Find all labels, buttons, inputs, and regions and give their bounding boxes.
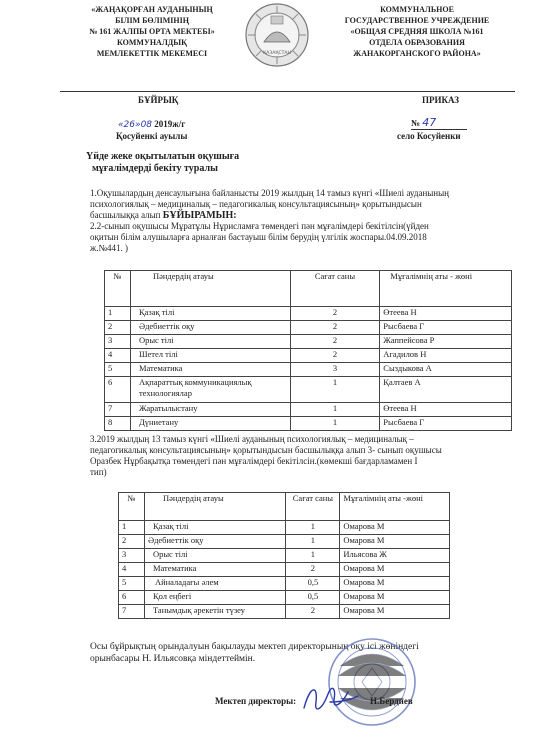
state-emblem-icon — [244, 2, 310, 68]
table-cell: 4 — [119, 563, 145, 577]
header-right-line: ОТДЕЛА ОБРАЗОВАНИЯ — [369, 38, 465, 47]
table-cell: 2 — [105, 321, 131, 335]
table-cell: Әдебиеттік оқу — [130, 321, 290, 335]
table-cell: 1 — [290, 403, 380, 417]
table-cell: Айналадағы әлем — [144, 577, 286, 591]
subject-line: мұғалімдерді бекіту туралы — [92, 163, 218, 174]
table-cell: 1 — [286, 535, 340, 549]
para2-line: 2.2-сынып оқушысы Мұратұлы Нұрисламға төмендегі пән мұғалімдері бекітілсін(үйден — [90, 221, 429, 231]
table-cell: 2 — [290, 307, 380, 321]
table-header-cell: Мұғалімнің аты -жөні — [340, 493, 450, 521]
table-cell: Омарова М — [340, 577, 450, 591]
subjects-table-1 — [104, 270, 512, 431]
header-right-line: ЖАНАКОРГАНСКОГО РАЙОНА» — [353, 49, 481, 58]
table-cell: 2 — [119, 535, 145, 549]
signature-name: Н.Бердиев — [370, 696, 413, 706]
table-row — [105, 403, 512, 417]
table-cell: 4 — [105, 349, 131, 363]
table-cell: 1 — [286, 521, 340, 535]
order-date-month: 08 — [140, 120, 153, 130]
table-cell: 5 — [119, 577, 145, 591]
table-cell: Жаратылыстану — [130, 403, 290, 417]
table-cell: 3 — [105, 335, 131, 349]
table-cell: Омарова М — [340, 591, 450, 605]
table-cell: Омарова М — [340, 535, 450, 549]
table-cell: Әдебиеттік оқу — [144, 535, 286, 549]
header-left-line: КОММУНАЛДЫҚ — [117, 38, 187, 47]
table-header-cell: Сағат саны — [290, 271, 380, 307]
para3-line: Оразбек Нұрбақытқа төмендегі пән мұғалімдері бекітілсін.(көмекші бағдарламамен І — [90, 456, 418, 466]
table-cell: 1 — [286, 549, 340, 563]
table-cell: Омарова М — [340, 521, 450, 535]
table-row — [105, 363, 512, 377]
table-header-row — [105, 271, 512, 307]
table-row — [105, 321, 512, 335]
order-number-value: 47 — [422, 116, 437, 129]
table-cell: Ильясова Ж — [340, 549, 450, 563]
header-right-org — [322, 4, 512, 59]
order-place-ru: село Косуйенки — [397, 131, 461, 141]
table-row — [119, 549, 450, 563]
table-cell: 0,5 — [286, 591, 340, 605]
header-divider — [60, 91, 515, 92]
para3-line: педагогикалық консультациясының» қорытындысын басшылыққа алып 3- сынып оқушысы — [90, 445, 442, 455]
table-cell: Ақпараттық коммуникациялық технологиялар — [130, 377, 290, 403]
table-row — [105, 335, 512, 349]
table-row — [119, 591, 450, 605]
closing-line: Осы бұйрықтың орындалуын бақылауды мектеп директорының оқу ісі жөніндегі — [90, 642, 419, 652]
table-cell: 2 — [286, 563, 340, 577]
table-cell: Қол еңбегі — [144, 591, 286, 605]
closing-line: орынбасары Н. Ильясовқа міндеттеймін. — [90, 654, 256, 664]
table-cell: Өтеева Н — [380, 403, 512, 417]
para2-line: оқитын білім алушыларға арналған бастауыш білім берудің үлгілік жоспары.04.09.2018 — [90, 232, 427, 242]
table-row — [119, 605, 450, 619]
table-cell: 0,5 — [286, 577, 340, 591]
table-cell: Орыс тілі — [130, 335, 290, 349]
table-cell: 2 — [290, 335, 380, 349]
para2-line: ж.№441. ) — [90, 243, 129, 253]
order-place-kz: Қосуйенкі ауылы — [116, 131, 188, 141]
table-cell: 6 — [119, 591, 145, 605]
table-header-cell: Мұғалімнің аты - жөні — [380, 271, 512, 307]
table-row — [119, 577, 450, 591]
table-cell: 8 — [105, 417, 131, 431]
table-cell: 3 — [290, 363, 380, 377]
table-cell: 1 — [290, 417, 380, 431]
table-cell: 5 — [105, 363, 131, 377]
table-cell: 2 — [286, 605, 340, 619]
table-row — [105, 349, 512, 363]
table-row — [105, 377, 512, 403]
table-cell: Қалтаев А — [380, 377, 512, 403]
table-cell: 7 — [119, 605, 145, 619]
header-right-line: ГОСУДАРСТВЕННОЕ УЧРЕЖДЕНИЕ — [344, 16, 490, 25]
header-left-line: МЕМЛЕКЕТТІК МЕКЕМЕСІ — [96, 49, 208, 58]
order-date-year: 2019ж/г — [154, 119, 186, 129]
table-cell: Математика — [130, 363, 290, 377]
para3-line: 3.2019 жылдың 13 тамыз күнгі «Шиелі ауданының психологиялық – медициналық – — [90, 434, 414, 444]
table-header-cell: № — [105, 271, 131, 307]
table-cell: Агадилов Н — [380, 349, 512, 363]
table-header-cell: Сағат саны — [286, 493, 340, 521]
table-cell: Жаппейсова Р — [380, 335, 512, 349]
table-cell: Рысбаева Г — [380, 417, 512, 431]
order-title-ru: ПРИКАЗ — [422, 95, 460, 105]
order-number-prefix: № — [411, 118, 421, 128]
order-number — [411, 117, 467, 130]
table-row — [119, 563, 450, 577]
table-header-cell: № — [119, 493, 145, 521]
table-cell: 3 — [119, 549, 145, 563]
table-cell: 7 — [105, 403, 131, 417]
header-left-line: № 161 ЖАЛПЫ ОРТА МЕКТЕБІ» — [89, 27, 215, 36]
table-cell: Танымдық әрекетін түзеу — [144, 605, 286, 619]
table-header-cell: Пәндердің атауы — [130, 271, 290, 307]
para3-line: тип) — [90, 467, 107, 477]
table-cell: Орыс тілі — [144, 549, 286, 563]
table-cell: Дүниетану — [130, 417, 290, 431]
order-date-day: «26» — [118, 120, 141, 130]
table-row — [105, 417, 512, 431]
para1-text: басшылыққа алып — [90, 210, 161, 220]
order-title-kz: БҰЙРЫҚ — [138, 95, 179, 105]
table-cell: 1 — [105, 307, 131, 321]
header-right-line: КОММУНАЛЬНОЕ — [380, 5, 454, 14]
para1-line: 1.Оқушылардың денсаулығына байланысты 2019 жылдың 14 тамыз күнгі «Шиелі ауданының — [90, 188, 449, 198]
table-cell: Қазақ тілі — [130, 307, 290, 321]
table-cell: Қазақ тілі — [144, 521, 286, 535]
table-cell: Омарова М — [340, 605, 450, 619]
header-left-line: «ЖАҢАҚОРҒАН АУДАНЫНЫҢ — [91, 5, 213, 14]
subjects-table-2 — [118, 492, 450, 619]
table-cell: 1 — [119, 521, 145, 535]
table-header-cell: Пәндердің атауы — [144, 493, 286, 521]
table-cell: Омарова М — [340, 563, 450, 577]
table-cell: 2 — [290, 321, 380, 335]
table-cell: Сыздыкова А — [380, 363, 512, 377]
command-word: БҰЙЫРАМЫН: — [162, 210, 237, 221]
table-cell: Шетел тілі — [130, 349, 290, 363]
signature-label: Мектеп директоры: — [215, 696, 297, 706]
header-left-org — [72, 4, 232, 59]
table-header-row — [119, 493, 450, 521]
para1-line: психологиялық – медициналық – педагогикалық консультациясының» қорытындысын — [90, 199, 422, 209]
table-cell: 2 — [290, 349, 380, 363]
table-cell: 6 — [105, 377, 131, 403]
table-cell: Математика — [144, 563, 286, 577]
subject-line: Үйде жеке оқытылатын оқушыға — [86, 151, 240, 162]
table-row — [119, 521, 450, 535]
header-left-line: БІЛІМ БӨЛІМІНІҢ — [115, 16, 189, 25]
header-right-line: «ОБЩАЯ СРЕДНЯЯ ШКОЛА №161 — [350, 27, 484, 36]
handwritten-signature-icon — [300, 680, 362, 718]
table-cell: 1 — [290, 377, 380, 403]
para1-line — [90, 210, 237, 221]
order-date — [118, 119, 185, 131]
emblem-inscription: ҚАЗАҚСТАН — [263, 51, 291, 56]
table-row — [105, 307, 512, 321]
table-row — [119, 535, 450, 549]
table-cell: Рысбаева Г — [380, 321, 512, 335]
table-cell: Өтеева Н — [380, 307, 512, 321]
